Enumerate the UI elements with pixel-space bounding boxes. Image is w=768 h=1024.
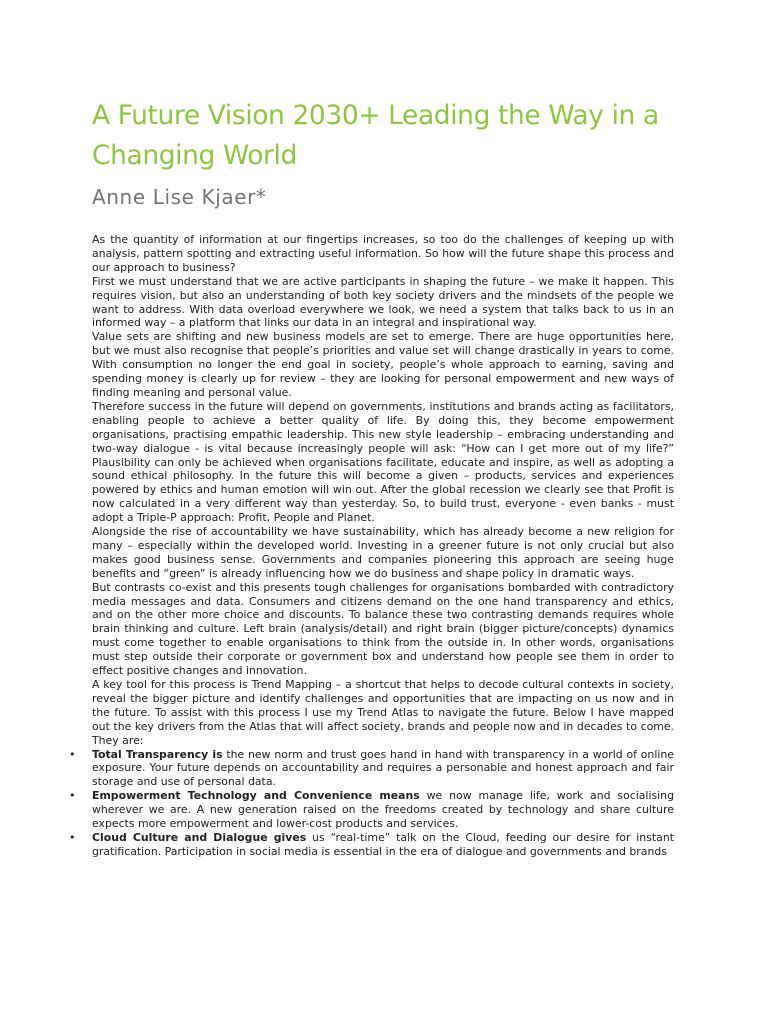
list-item-lead: Total Transparency is [92,747,223,761]
list-item-lead: Cloud Culture and Dialogue gives [92,830,307,844]
list-item [69,830,674,859]
list-item-text: we now manage life, work and socialising wherever we are. A new generation raised on the freedoms created by technology and share culture expects more empowerment and lower-cost products and services. [92,789,674,831]
author-name: Anne Lise Kjaer* [92,185,267,209]
list-item-lead: Empowerment Technology and Convenience means [92,789,420,803]
article-body [69,233,674,859]
list-item-text: the new norm and trust goes hand in hand with transparency in a world of online exposure. Your future depends on accountability and requires a personable and honest approach and fair storage and use of personal data. [92,747,674,789]
list-item [69,747,674,790]
paragraph: Value sets are shifting and new business models are set to emerge. There are huge opportunities here, but we must also recognise that people’s priorities and value set will change drastically in years to come. With consumption no longer the end goal in society, people’s whole approach to earning, saving and spending money is clearly up for review – they are looking for personal empowerment and new ways of finding meaning and personal value. [92,330,674,399]
paragraph: As the quantity of information at our fingertips increases, so too do the challenges of keeping up with analysis, pattern spotting and extracting useful information. So how will the future shape this process and our approach to business? [92,233,674,274]
bullet-icon: • [69,789,76,803]
bullet-icon: • [69,830,76,844]
list-item-text: us “real-time” talk on the Cloud, feeding our desire for instant gratification. Participation in social media is essential in the era of dialogue and governments and brands [92,830,674,858]
key-drivers-list [69,747,674,859]
bullet-icon: • [69,747,76,761]
paragraph: But contrasts co-exist and this presents tough challenges for organisations bombarded with contradictory media messages and data. Consumers and citizens demand on the one hand transparency and ethics, and on the other more choice and discounts. To balance these two contrasting demands requires whole brain thinking and culture. Left brain (analysis/detail) and right brain (bigger picture/concepts) dynamics must come together to enable organisations to think from the outside in. In other words, organisations must step outside their corporate or government box and understand how people see them in order to effect positive changes and innovation. [92,580,674,678]
paragraph: Therefore success in the future will depend on governments, institutions and brands acting as facilitators, enabling people to achieve a better quality of life. By doing this, they become empowerment organisations, practising empathic leadership. This new style leadership – embracing understanding and two-way dialogue - is vital because increasingly people will ask: “How can I get more out of my life?” Plausibility can only be achieved when organisations facilitate, educate and inspire, as well as adopting a sound ethical philosophy. In the future this will become a given – products, services and experiences powered by ethics and human emotion will win out. After the global recession we clearly see that Profit is now calculated in a very different way than yesterday. So, to build trust, everyone - even banks - must adopt a Triple-P approach: Profit, People and Planet. [92,399,674,525]
paragraph: A key tool for this process is Trend Mapping – a shortcut that helps to decode cultural contexts in society, reveal the bigger picture and identify challenges and opportunities that are impacting on us now and in the future. To assist with this process I use my Trend Atlas to navigate the future. Below I have mapped out the key drivers from the Atlas that will affect society, brands and people now and in decades to come. They are: [92,678,674,747]
paragraph: Alongside the rise of accountability we have sustainability, which has already become a new religion for many – especially within the developed world. Investing in a greener future is not only crucial but also makes good business sense. Governments and companies pioneering this approach are seeing huge benefits and “green” is already influencing how we do business and shape policy in dramatic ways. [92,525,674,580]
paragraph: First we must understand that we are active participants in shaping the future – we make it happen. This requires vision, but also an understanding of both key society drivers and the mindsets of the people we want to address. With data overload everywhere we look, we need a system that talks back to us in an informed way – a platform that links our data in an integral and inspirational way. [92,274,674,330]
document-title: A Future Vision 2030+ Leading the Way in a Changing World [92,100,659,171]
list-item [69,789,674,831]
